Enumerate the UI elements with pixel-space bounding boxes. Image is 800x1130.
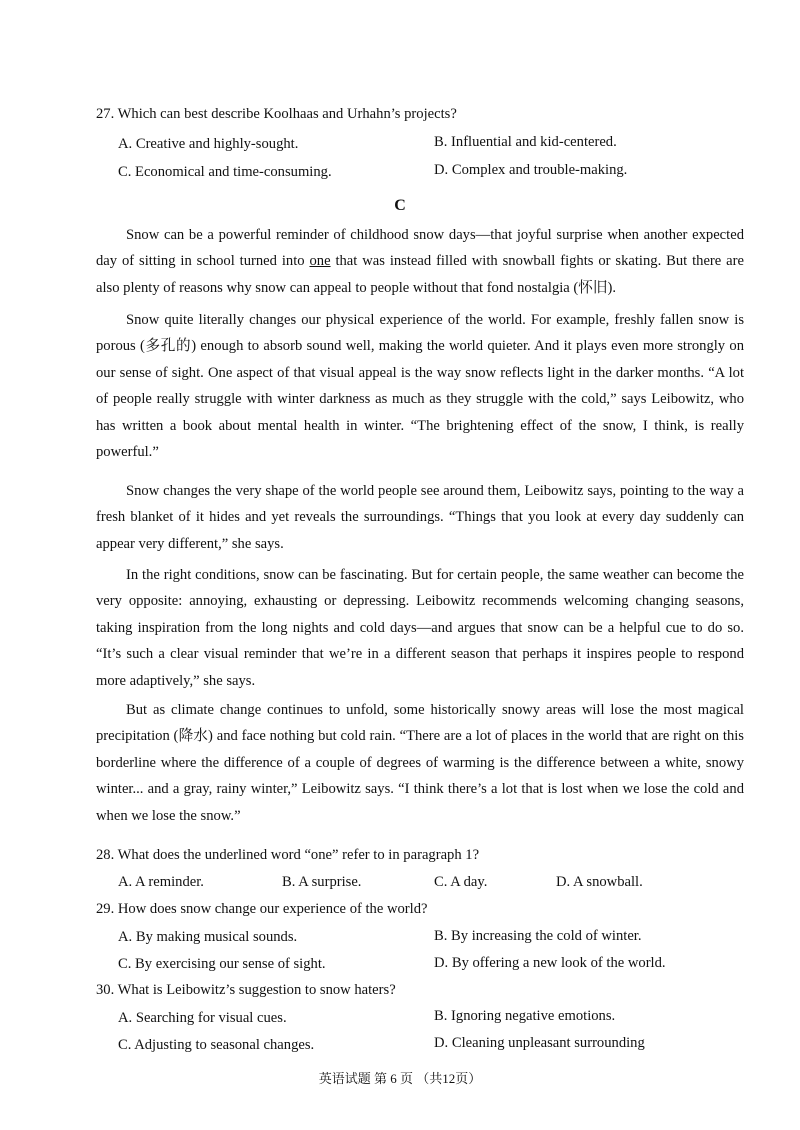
question-28-option-c: C. A day. [434, 874, 488, 890]
question-27-stem: 27. Which can best describe Koolhaas and Urhahn’s projects? [96, 106, 457, 122]
underlined-word: one [309, 253, 331, 270]
paragraph-1 [96, 222, 744, 301]
page-footer: 英语试题 第 6 页 （共12页） [318, 1071, 482, 1086]
paragraph-5: But as climate change continues to unfold, some historically snowy areas will lose the most magical precipitation (降水) and face nothing but cold rain. “There are a lot of places in the world that are right on this borderline where the difference of a couple of degrees of warming is the difference between a white, snowy winter... and a gray, rainy winter,” Leibowitz says. “I think there’s a lot that is lost when we lose the cold and when we lose the snow.” [96, 702, 744, 824]
question-28-stem: 28. What does the underlined word “one” refer to in paragraph 1? [96, 847, 480, 863]
question-30-option-c: C. Adjusting to seasonal changes. [118, 1037, 315, 1053]
question-29-stem: 29. How does snow change our experience of the world? [96, 901, 428, 917]
question-30-option-d: D. Cleaning unpleasant surrounding [434, 1035, 645, 1051]
question-29-option-b: B. By increasing the cold of winter. [434, 928, 642, 944]
question-27-option-a: A. Creative and highly-sought. [118, 136, 299, 152]
question-29-option-c: C. By exercising our sense of sight. [118, 956, 326, 972]
question-30-stem: 30. What is Leibowitz’s suggestion to snow haters? [96, 982, 396, 998]
question-30-option-b: B. Ignoring negative emotions. [434, 1008, 616, 1024]
paragraph-2: Snow quite literally changes our physical experience of the world. For example, freshly fallen snow is porous (多孔的) enough to absorb sound well, making the world quieter. And it plays even more strongly on our sense of sight. One aspect of that visual appeal is the way snow reflects light in the darker months. “A lot of people really struggle with winter darkness as much as they struggle with the cold,” says Leibowitz, who has written a book about mental health in winter. “The brightening effect of the snow, I think, is really powerful.” [96, 312, 744, 461]
paragraph-1-text-end: that was instead filled with snowball fights or skating. But there are also plenty of reasons why snow can appeal to people without that fond nostalgia (怀旧). [96, 253, 744, 296]
question-28-option-d: D. A snowball. [556, 874, 643, 890]
question-30-option-a: A. Searching for visual cues. [118, 1010, 287, 1026]
question-29-option-d: D. By offering a new look of the world. [434, 955, 666, 971]
question-27-option-c: C. Economical and time-consuming. [118, 164, 332, 180]
paragraph-3: Snow changes the very shape of the world people see around them, Leibowitz says, pointing to the way a fresh blanket of it hides and yet reveals the surroundings. “Things that you look at every day suddenly can appear very different,” she says. [96, 483, 744, 552]
question-28-option-b: B. A surprise. [282, 874, 362, 890]
question-27-option-b: B. Influential and kid-centered. [434, 134, 617, 150]
paragraph-4: In the right conditions, snow can be fascinating. But for certain people, the same weather can become the very opposite: annoying, exhausting or depressing. Leibowitz recommends welcoming changing seasons, taking inspiration from the long nights and cold days—and argues that snow can be a helpful cue to do so. “It’s such a clear visual reminder that we’re in a different season that perhaps it inspires people to respond more adaptively,” she says. [96, 567, 744, 689]
paragraph-1-text-start: Snow can be a powerful reminder of childhood snow days—that joyful surprise when another expected day of sitting in school turned into [96, 227, 744, 270]
question-27-option-d: D. Complex and trouble-making. [434, 162, 628, 178]
question-29-option-a: A. By making musical sounds. [118, 929, 298, 945]
question-28-option-a: A. A reminder. [118, 874, 204, 890]
section-title: C [394, 197, 406, 214]
